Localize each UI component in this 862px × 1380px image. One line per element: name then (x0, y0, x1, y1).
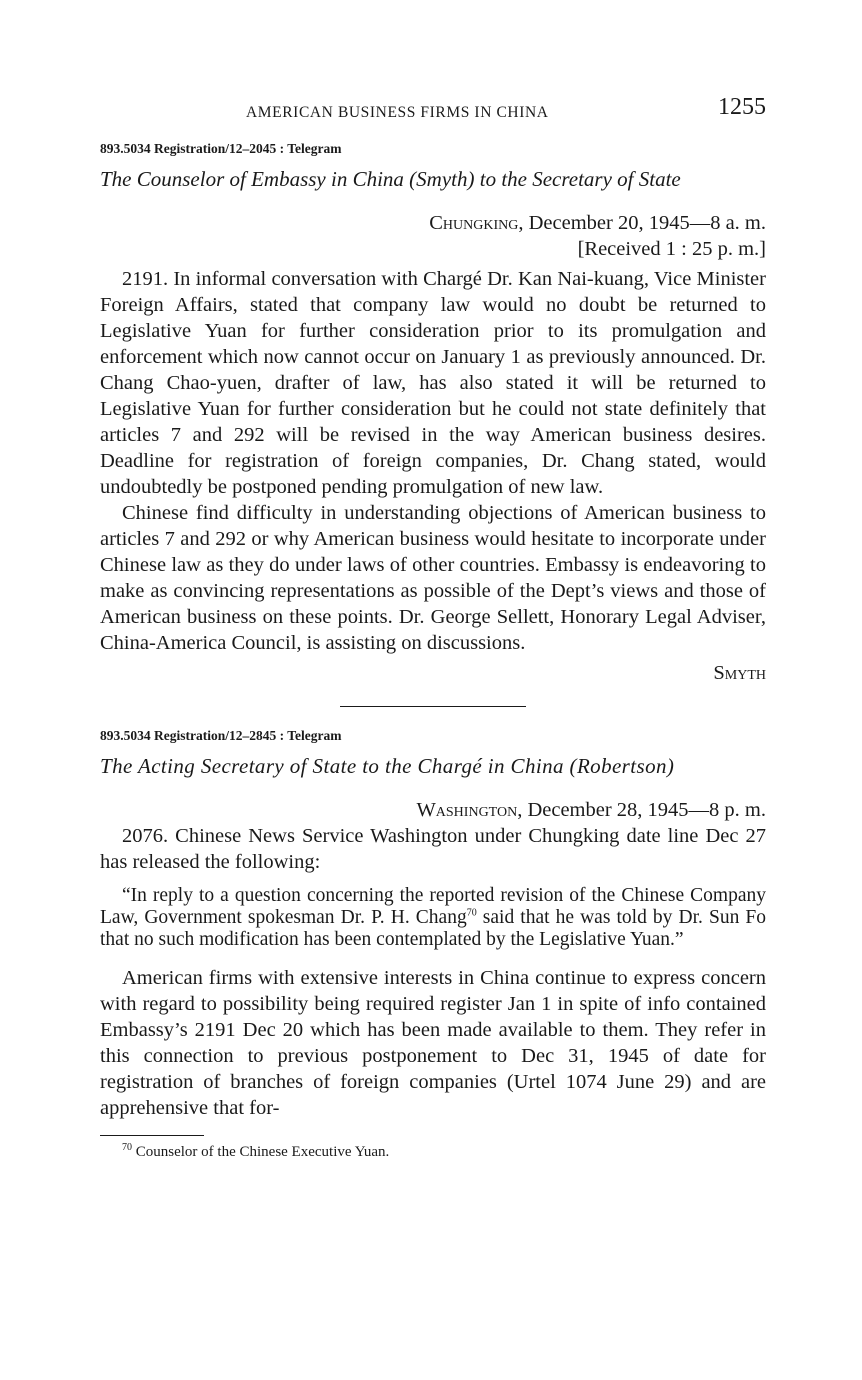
document-heading (100, 166, 766, 192)
body-paragraph: 2076. Chinese News Service Washington under Chungking date line Dec 27 has released the following: (100, 825, 766, 873)
heading-text: The Acting Secretary of State to the Chargé in China ( (100, 754, 577, 778)
footnote-number: 70 (122, 1142, 132, 1153)
heading-text: ) (666, 754, 675, 778)
document-page (100, 96, 766, 1162)
dateline (100, 210, 766, 236)
body-paragraph: Chinese find difficulty in understanding objections of American business to articles 7 and 292 or why American business would hesitate to incorporate under Chinese law as they do under laws of other countries. Embassy is endeavoring to make as convincing representations as possible of the Dept’s views and those of American business on these points. Dr. George Sellett, Honorary Legal Adviser, China-America Council, is assisting on discussions. (100, 502, 766, 654)
telegram-2 (100, 727, 766, 1121)
dateline-date: December 28, 1945—8 p. m. (522, 799, 766, 821)
file-reference: 893.5034 Registration/12–2045 : Telegram (100, 141, 342, 156)
body-paragraph: American firms with extensive interests in China continue to express concern with regard to possibility being required register Jan 1 in spite of info contained Embassy’s 2191 Dec 20 which has been made available to them. They refer in this connection to previous postponement to Dec 31, 1945 of date for registration of branches of foreign companies (Urtel 1074 June 29) and are apprehensive that for- (100, 967, 766, 1119)
heading-text: The Counselor of Embassy in China ( (100, 167, 417, 191)
footnote-divider (100, 1135, 204, 1136)
footnote-text: Counselor of the Chinese Executive Yuan. (132, 1144, 390, 1160)
file-reference: 893.5034 Registration/12–2845 : Telegram (100, 728, 342, 743)
quote-text: “In reply to a question concerning the reported revision of the Chinese Company Law, Government spokesman Dr. P. H. Chang (100, 885, 766, 928)
body-paragraph: 2191. In informal conversation with Chargé Dr. Kan Nai-kuang, Vice Minister Foreign Affairs, stated that company law would no doubt be returned to Legislative Yuan for further consideration prior to its promulgation and enforcement which now cannot occur on January 1 as previously announced. Dr. Chang Chao-yuen, drafter of law, has also stated it will be returned to Legislative Yuan for further consideration but he could not state definitely that articles 7 and 292 will be revised in the way American business desires. Deadline for registration of foreign companies, Dr. Chang stated, would undoubtedly be postponed pending promulgation of new law. (100, 268, 766, 498)
received-line: [Received 1 : 25 p. m.] (577, 238, 766, 260)
heading-person: Robertson (576, 754, 667, 778)
footnote-marker: 70 (466, 907, 477, 919)
dateline-place: Washington, (416, 799, 523, 821)
footnote (100, 1142, 766, 1162)
dateline-date: December 20, 1945—8 a. m. (523, 212, 766, 234)
telegram-1 (100, 140, 766, 686)
page-number: 1255 (718, 94, 766, 120)
signature: Smyth (713, 662, 766, 684)
document-heading (100, 753, 766, 779)
heading-text: ) to the Secretary of State (467, 167, 681, 191)
running-head (100, 96, 766, 126)
block-quote (100, 885, 766, 951)
dateline (100, 797, 766, 823)
dateline-place: Chungking, (429, 212, 524, 234)
section-divider (340, 706, 526, 707)
heading-person: Smyth (416, 167, 468, 191)
quote-text: said that he was told by Dr. Sun Fo that no such modification has been contemplated by the Legislative Yuan.” (100, 907, 766, 950)
running-head-title: AMERICAN BUSINESS FIRMS IN CHINA (246, 104, 549, 121)
